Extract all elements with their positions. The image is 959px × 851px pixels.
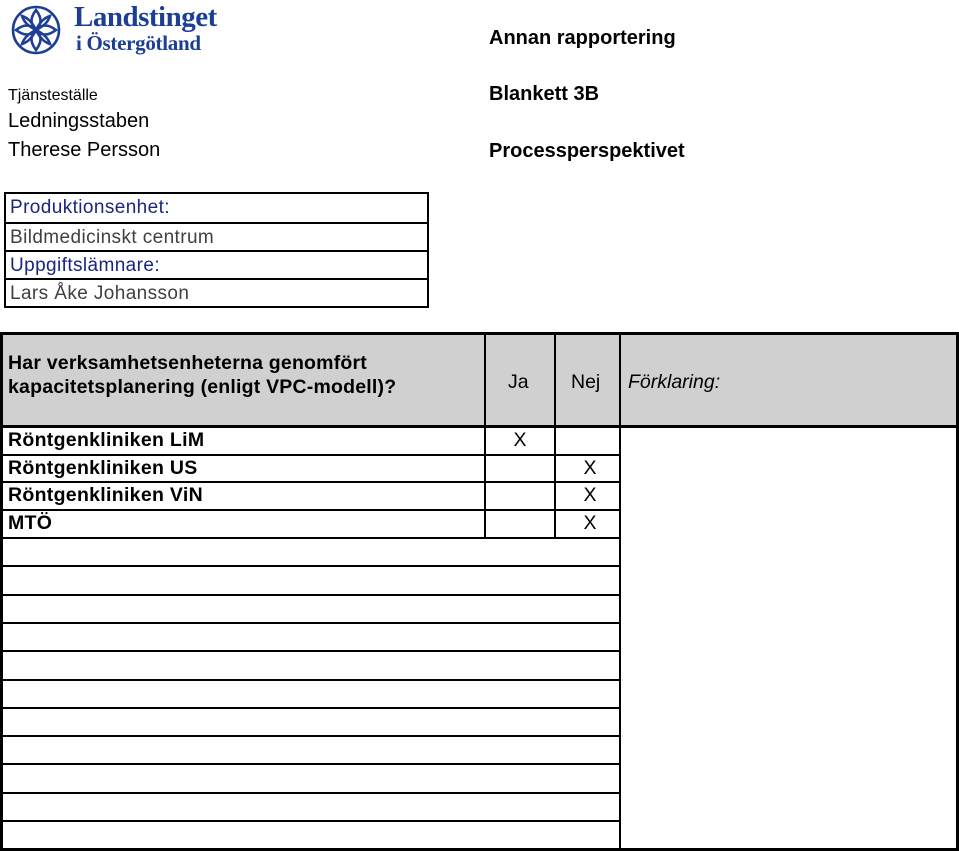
no-mark: X: [583, 512, 597, 534]
unit-row-name: Röntgenkliniken ViN: [8, 484, 203, 506]
landstinget-logo: [8, 2, 258, 58]
unit-department: Ledningsstaben: [8, 110, 150, 132]
logo-line2: i Östergötland: [76, 31, 201, 55]
yes-mark: X: [513, 429, 527, 451]
explanation-cell[interactable]: [621, 428, 956, 848]
form-perspective: Processperspektivet: [489, 140, 685, 162]
reporter-label: Uppgiftslämnare:: [6, 250, 427, 278]
form-id: Blankett 3B: [489, 83, 600, 105]
production-unit-label: Produktionsenhet:: [10, 197, 170, 218]
unit-person: Therese Persson: [8, 139, 161, 161]
info-box: [4, 192, 429, 308]
unit-row-name: Röntgenkliniken US: [8, 457, 198, 479]
reporter-value: Lars Åke Johansson: [6, 278, 427, 306]
yes-column-header: Ja: [508, 371, 529, 393]
question-header: Har verksamhetsenheterna genomfört kapacitetsplanering (enligt VPC-modell)?: [8, 352, 397, 398]
explanation-column-header: Förklaring:: [628, 371, 721, 393]
unit-label: Tjänsteställe: [8, 87, 98, 104]
no-mark: X: [583, 484, 597, 506]
no-column-header: Nej: [571, 371, 601, 393]
form-title: Annan rapportering: [489, 27, 676, 49]
production-unit-value: Bildmedicinskt centrum: [6, 222, 427, 250]
no-mark: X: [583, 457, 597, 479]
logo-line1: Landstinget: [74, 1, 217, 33]
unit-row-name: MTÖ: [8, 512, 53, 534]
flower-emblem-icon: [8, 2, 64, 58]
unit-row-name: Röntgenkliniken LiM: [8, 429, 205, 451]
capacity-planning-table: [0, 332, 959, 851]
